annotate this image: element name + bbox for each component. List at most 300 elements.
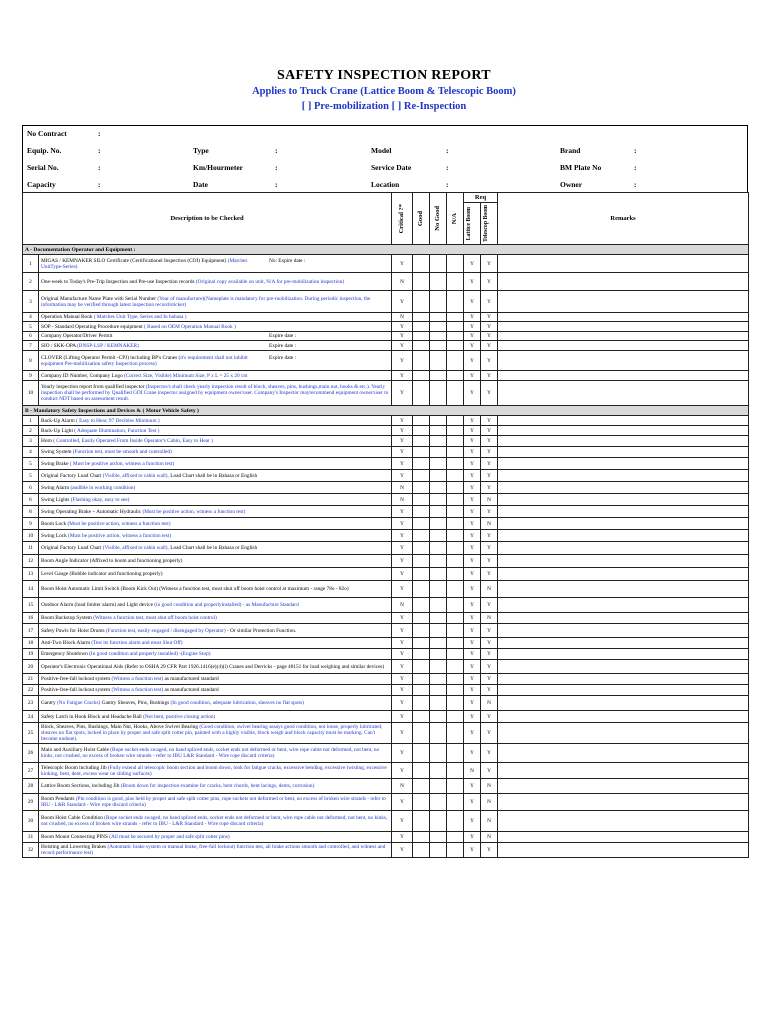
lattice-cell: Y [464, 723, 481, 744]
remarks-field[interactable] [498, 542, 749, 555]
na-checkbox[interactable] [447, 458, 464, 470]
na-checkbox[interactable] [447, 416, 464, 426]
telescopic-cell: Y [481, 649, 498, 660]
remarks-field[interactable] [498, 371, 749, 381]
row-number: 4 [23, 447, 39, 458]
na-checkbox[interactable] [447, 624, 464, 638]
remarks-field[interactable] [498, 436, 749, 447]
no-good-checkbox[interactable] [430, 811, 447, 832]
na-checkbox[interactable] [447, 555, 464, 568]
no-good-checkbox[interactable] [430, 332, 447, 341]
good-checkbox[interactable] [413, 711, 430, 723]
row-number: 16 [23, 613, 39, 624]
no-good-checkbox[interactable] [430, 638, 447, 649]
remarks-field[interactable] [498, 685, 749, 696]
remarks-field[interactable] [498, 555, 749, 568]
remarks-field[interactable] [498, 649, 749, 660]
lattice-cell: Y [464, 581, 481, 598]
na-checkbox[interactable] [447, 744, 464, 763]
good-checkbox[interactable] [413, 723, 430, 744]
telescopic-cell: Y [481, 273, 498, 291]
na-checkbox[interactable] [447, 674, 464, 685]
row-number: 8 [23, 351, 39, 371]
criteria-text: (Correct Size, Visible) Minimum Size, P x L = 25 x 20 cm [124, 372, 248, 379]
table-row [23, 685, 749, 696]
remarks-field[interactable] [498, 416, 749, 426]
no-good-checkbox[interactable] [430, 494, 447, 506]
remarks-field[interactable] [498, 381, 749, 406]
remarks-field[interactable] [498, 723, 749, 744]
telescopic-cell: Y [481, 843, 498, 858]
good-checkbox[interactable] [413, 506, 430, 518]
telescopic-cell: N [481, 518, 498, 530]
na-checkbox[interactable] [447, 470, 464, 482]
section-b-header-title: B - Mandatory Safety Inspections and Devices & ( Motor Vehicle Safety ) [23, 406, 749, 416]
description-text: Swing Alarm [41, 484, 70, 491]
row-number: 3 [23, 436, 39, 447]
na-checkbox[interactable] [447, 341, 464, 351]
description-text: Telescopic Boom including Jib [41, 764, 107, 771]
lattice-cell: Y [464, 649, 481, 660]
remarks-field[interactable] [498, 581, 749, 598]
table-row [23, 291, 749, 313]
description-text: One-week to Today's Pre-Trip Inspection and Pre-use Inspection records [41, 278, 195, 285]
table-row [23, 843, 749, 858]
critical-cell: Y [392, 832, 413, 843]
telescopic-cell: Y [481, 341, 498, 351]
row-description [39, 518, 392, 530]
req-header: Req [464, 193, 498, 203]
criteria-text: ( Controlled, Easily Operated From Inside Operator's Cabin, Easy to Hear ) [53, 438, 213, 444]
good-checkbox[interactable] [413, 763, 430, 779]
lattice-cell: Y [464, 568, 481, 581]
no-good-checkbox[interactable] [430, 763, 447, 779]
remarks-field[interactable] [498, 506, 749, 518]
remarks-field[interactable] [498, 638, 749, 649]
row-description [39, 322, 392, 332]
section-a-header [23, 245, 749, 255]
na-checkbox[interactable] [447, 711, 464, 723]
no-good-checkbox[interactable] [430, 744, 447, 763]
colon: : [275, 163, 278, 172]
row-description [39, 779, 392, 794]
critical-cell: Y [392, 763, 413, 779]
good-checkbox[interactable] [413, 744, 430, 763]
good-checkbox[interactable] [413, 482, 430, 494]
no-good-checkbox[interactable] [430, 416, 447, 426]
row-description [39, 598, 392, 613]
row-number: 14 [23, 581, 39, 598]
lattice-cell: Y [464, 341, 481, 351]
good-checkbox[interactable] [413, 624, 430, 638]
lattice-cell: Y [464, 494, 481, 506]
row-number: 24 [23, 711, 39, 723]
lattice-cell: Y [464, 381, 481, 406]
good-checkbox[interactable] [413, 494, 430, 506]
no-good-checkbox[interactable] [430, 506, 447, 518]
na-checkbox[interactable] [447, 542, 464, 555]
no-good-checkbox[interactable] [430, 649, 447, 660]
na-checkbox[interactable] [447, 638, 464, 649]
good-checkbox[interactable] [413, 779, 430, 794]
critical-cell: Y [392, 811, 413, 832]
na-checkbox[interactable] [447, 322, 464, 332]
remarks-field[interactable] [498, 843, 749, 858]
no-good-checkbox[interactable] [430, 613, 447, 624]
remarks-field[interactable] [498, 494, 749, 506]
good-checkbox[interactable] [413, 613, 430, 624]
na-checkbox[interactable] [447, 313, 464, 322]
telescopic-cell: Y [481, 568, 498, 581]
remarks-field[interactable] [498, 624, 749, 638]
lattice-cell: Y [464, 711, 481, 723]
remarks-field[interactable] [498, 518, 749, 530]
remarks-field[interactable] [498, 530, 749, 542]
no-good-checkbox[interactable] [430, 674, 447, 685]
good-checkbox[interactable] [413, 518, 430, 530]
telescopic-cell: Y [481, 426, 498, 436]
no-good-checkbox[interactable] [430, 351, 447, 371]
description-text: Boom Backstop System [41, 615, 92, 621]
na-checkbox[interactable] [447, 381, 464, 406]
na-checkbox[interactable] [447, 332, 464, 341]
criteria-text-2: (In good condition, adequate lubrication, sheaves no flat spots) [170, 700, 304, 706]
good-checkbox[interactable] [413, 381, 430, 406]
good-checkbox[interactable] [413, 568, 430, 581]
no-good-checkbox[interactable] [430, 794, 447, 811]
row-number: 7 [23, 341, 39, 351]
na-checkbox[interactable] [447, 518, 464, 530]
na-checkbox[interactable] [447, 763, 464, 779]
lattice-cell: Y [464, 447, 481, 458]
lattice-cell: Y [464, 674, 481, 685]
good-checkbox[interactable] [413, 255, 430, 273]
na-checkbox[interactable] [447, 426, 464, 436]
remarks-field[interactable] [498, 794, 749, 811]
remarks-field[interactable] [498, 482, 749, 494]
telescopic-cell: Y [481, 711, 498, 723]
no-good-checkbox[interactable] [430, 568, 447, 581]
lattice-cell: Y [464, 794, 481, 811]
no-good-checkbox[interactable] [430, 341, 447, 351]
telescopic-cell: N [481, 779, 498, 794]
remarks-field[interactable] [498, 763, 749, 779]
na-checkbox[interactable] [447, 794, 464, 811]
remarks-field[interactable] [498, 674, 749, 685]
good-checkbox[interactable] [413, 581, 430, 598]
location-label: Location [371, 180, 400, 189]
remarks-field[interactable] [498, 458, 749, 470]
row-number: 2 [23, 273, 39, 291]
good-checkbox[interactable] [413, 530, 430, 542]
good-checkbox[interactable] [413, 832, 430, 843]
no-good-checkbox[interactable] [430, 322, 447, 332]
table-row [23, 568, 749, 581]
remarks-field[interactable] [498, 332, 749, 341]
na-checkbox[interactable] [447, 581, 464, 598]
description-text: Positive-free-fall lockout system [41, 687, 111, 693]
no-good-checkbox[interactable] [430, 832, 447, 843]
critical-cell: Y [392, 351, 413, 371]
criteria-text: (Pin condition is good, pins held by proper and safe split cotter pins, rope sockets not deformed or bent, no excess of broken wire strands - refer to IBU - L&R Standard - Wire rope discard criteria) [41, 796, 386, 808]
description-text: Company ID Number, Company Logo [41, 372, 123, 379]
row-number: 27 [23, 763, 39, 779]
good-checkbox[interactable] [413, 638, 430, 649]
good-checkbox[interactable] [413, 341, 430, 351]
na-checkbox[interactable] [447, 649, 464, 660]
na-checkbox[interactable] [447, 660, 464, 674]
telescopic-cell: Y [481, 530, 498, 542]
no-good-checkbox[interactable] [430, 426, 447, 436]
row-description [39, 470, 392, 482]
critical-cell: Y [392, 416, 413, 426]
table-row [23, 322, 749, 332]
row-description [39, 711, 392, 723]
no-good-checkbox[interactable] [430, 660, 447, 674]
remarks-field[interactable] [498, 291, 749, 313]
telescopic-cell: Y [481, 381, 498, 406]
good-checkbox[interactable] [413, 447, 430, 458]
remarks-field[interactable] [498, 255, 749, 273]
table-row [23, 371, 749, 381]
good-checkbox[interactable] [413, 332, 430, 341]
no-good-checkbox[interactable] [430, 685, 447, 696]
criteria-text: ( Adequate Illumination, Function Test ) [74, 427, 160, 434]
row-description [39, 581, 392, 598]
no-good-checkbox[interactable] [430, 436, 447, 447]
no-good-checkbox[interactable] [430, 711, 447, 723]
na-checkbox[interactable] [447, 530, 464, 542]
description-tail: as manufactured standard [164, 676, 219, 682]
critical-cell: Y [392, 711, 413, 723]
lattice-cell: Y [464, 332, 481, 341]
lattice-cell: N [464, 763, 481, 779]
table-row [23, 660, 749, 674]
table-row [23, 381, 749, 406]
na-header [447, 193, 464, 245]
no-good-checkbox[interactable] [430, 381, 447, 406]
no-good-checkbox[interactable] [430, 581, 447, 598]
remarks-field[interactable] [498, 568, 749, 581]
good-checkbox[interactable] [413, 470, 430, 482]
row-description [39, 458, 392, 470]
good-checkbox[interactable] [413, 696, 430, 711]
lattice-cell: Y [464, 832, 481, 843]
no-good-checkbox[interactable] [430, 273, 447, 291]
row-number: 5 [23, 322, 39, 332]
criteria-text: ( Based on OEM Operation Manual Book ) [144, 323, 236, 330]
good-checkbox[interactable] [413, 674, 430, 685]
na-checkbox[interactable] [447, 568, 464, 581]
critical-cell: Y [392, 581, 413, 598]
na-checkbox[interactable] [447, 291, 464, 313]
good-checkbox[interactable] [413, 322, 430, 332]
description-text: Swing System [41, 449, 72, 455]
description-text: Safety Latch in Hook Block and Headache Ball [41, 713, 142, 720]
row-number: 28 [23, 779, 39, 794]
no-good-checkbox[interactable] [430, 843, 447, 858]
expire-date-field[interactable]: No: Expire date : [269, 257, 306, 264]
telescopic-cell: Y [481, 447, 498, 458]
table-row [23, 506, 749, 518]
no-good-checkbox[interactable] [430, 458, 447, 470]
na-checkbox[interactable] [447, 779, 464, 794]
description-text: Boom Hoist Cable Condition [41, 815, 103, 821]
row-description [39, 381, 392, 406]
critical-cell: Y [392, 696, 413, 711]
good-checkbox[interactable] [413, 273, 430, 291]
row-description [39, 530, 392, 542]
good-checkbox[interactable] [413, 649, 430, 660]
remarks-field[interactable] [498, 470, 749, 482]
good-checkbox[interactable] [413, 811, 430, 832]
remarks-field[interactable] [498, 313, 749, 322]
remarks-field[interactable] [498, 660, 749, 674]
telescopic-cell: Y [481, 723, 498, 744]
na-checkbox[interactable] [447, 371, 464, 381]
na-checkbox[interactable] [447, 685, 464, 696]
table-row [23, 530, 749, 542]
table-row [23, 638, 749, 649]
remarks-field[interactable] [498, 598, 749, 613]
no-good-checkbox[interactable] [430, 518, 447, 530]
row-number: 10 [23, 530, 39, 542]
good-checkbox[interactable] [413, 426, 430, 436]
na-checkbox[interactable] [447, 351, 464, 371]
row-description [39, 494, 392, 506]
no-good-checkbox[interactable] [430, 624, 447, 638]
remarks-field[interactable] [498, 351, 749, 371]
no-good-checkbox[interactable] [430, 779, 447, 794]
no-good-checkbox[interactable] [430, 530, 447, 542]
table-row [23, 744, 749, 763]
table-row [23, 458, 749, 470]
row-number: 5 [23, 470, 39, 482]
good-checkbox[interactable] [413, 291, 430, 313]
good-checkbox[interactable] [413, 555, 430, 568]
good-checkbox[interactable] [413, 685, 430, 696]
remarks-field[interactable] [498, 779, 749, 794]
row-number: 1 [23, 255, 39, 273]
expire-date-field[interactable]: Expire date : [269, 354, 297, 361]
description-text: Boom Lock [41, 520, 67, 527]
critical-cell: Y [392, 542, 413, 555]
remarks-field[interactable] [498, 744, 749, 763]
good-checkbox[interactable] [413, 660, 430, 674]
remarks-field[interactable] [498, 613, 749, 624]
na-checkbox[interactable] [447, 832, 464, 843]
no-good-checkbox[interactable] [430, 696, 447, 711]
table-row [23, 794, 749, 811]
good-checkbox[interactable] [413, 598, 430, 613]
row-description [39, 447, 392, 458]
no-good-checkbox[interactable] [430, 598, 447, 613]
no-good-checkbox[interactable] [430, 447, 447, 458]
lattice-cell: Y [464, 685, 481, 696]
no-good-checkbox[interactable] [430, 255, 447, 273]
description-text: Boom Pendants [41, 796, 75, 802]
description-header: Description to be Checked [23, 193, 392, 245]
row-description [39, 723, 392, 744]
good-checkbox[interactable] [413, 416, 430, 426]
na-checkbox[interactable] [447, 273, 464, 291]
criteria-text: (Must be positive action, witness a function test) [68, 532, 172, 539]
remarks-field[interactable] [498, 273, 749, 291]
remarks-field[interactable] [498, 696, 749, 711]
description-text: Original Factory Load Chart [41, 545, 102, 551]
good-checkbox[interactable] [413, 436, 430, 447]
remarks-field[interactable] [498, 711, 749, 723]
na-checkbox[interactable] [447, 843, 464, 858]
good-checkbox[interactable] [413, 313, 430, 322]
good-checkbox[interactable] [413, 843, 430, 858]
table-row [23, 649, 749, 660]
lattice-cell: Y [464, 416, 481, 426]
remarks-field[interactable] [498, 447, 749, 458]
description-tail: Load Chart shall be in Bahasa or English [170, 472, 258, 479]
no-good-checkbox[interactable] [430, 542, 447, 555]
good-checkbox[interactable] [413, 351, 430, 371]
inspection-mode-line: [ ] Pre-mobilization [ ] Re-Inspection [301, 101, 467, 112]
remarks-field[interactable] [498, 832, 749, 843]
no-good-checkbox[interactable] [430, 291, 447, 313]
na-checkbox[interactable] [447, 494, 464, 506]
good-checkbox[interactable] [413, 794, 430, 811]
na-checkbox[interactable] [447, 696, 464, 711]
no-good-checkbox[interactable] [430, 482, 447, 494]
row-number: 26 [23, 744, 39, 763]
na-checkbox[interactable] [447, 811, 464, 832]
na-checkbox[interactable] [447, 723, 464, 744]
critical-cell: Y [392, 255, 413, 273]
na-checkbox[interactable] [447, 613, 464, 624]
expire-date-field[interactable]: Expire date : [269, 333, 297, 339]
good-header-text: Good [417, 210, 424, 227]
na-checkbox[interactable] [447, 598, 464, 613]
criteria-text: ( Matches Unit Type, Series and In bahasa ) [93, 314, 187, 320]
colon: : [98, 129, 101, 138]
report-subtitle: Applies to Truck Crane (Lattice Boom & Telescopic Boom) [252, 86, 516, 97]
good-checkbox[interactable] [413, 458, 430, 470]
no-good-checkbox[interactable] [430, 723, 447, 744]
table-row [23, 542, 749, 555]
na-checkbox[interactable] [447, 447, 464, 458]
remarks-field[interactable] [498, 426, 749, 436]
na-checkbox[interactable] [447, 436, 464, 447]
na-checkbox[interactable] [447, 255, 464, 273]
good-checkbox[interactable] [413, 371, 430, 381]
table-row [23, 436, 749, 447]
row-description [39, 811, 392, 832]
remarks-field[interactable] [498, 341, 749, 351]
no-good-checkbox[interactable] [430, 371, 447, 381]
table-row [23, 494, 749, 506]
remarks-field[interactable] [498, 322, 749, 332]
na-checkbox[interactable] [447, 482, 464, 494]
na-checkbox[interactable] [447, 506, 464, 518]
expire-date-field[interactable]: Expire date : [269, 342, 297, 349]
remarks-field[interactable] [498, 811, 749, 832]
good-checkbox[interactable] [413, 542, 430, 555]
row-description [39, 763, 392, 779]
no-good-checkbox[interactable] [430, 555, 447, 568]
criteria-text: (Must be positive action, witness a function test) [142, 508, 246, 515]
description-text: CLOVER (Lifting Operator Permit -CPJ) including BP's Cranes [41, 354, 178, 361]
no-good-checkbox[interactable] [430, 313, 447, 322]
telescopic-cell: Y [481, 744, 498, 763]
no-good-checkbox[interactable] [430, 470, 447, 482]
lattice-cell: Y [464, 660, 481, 674]
